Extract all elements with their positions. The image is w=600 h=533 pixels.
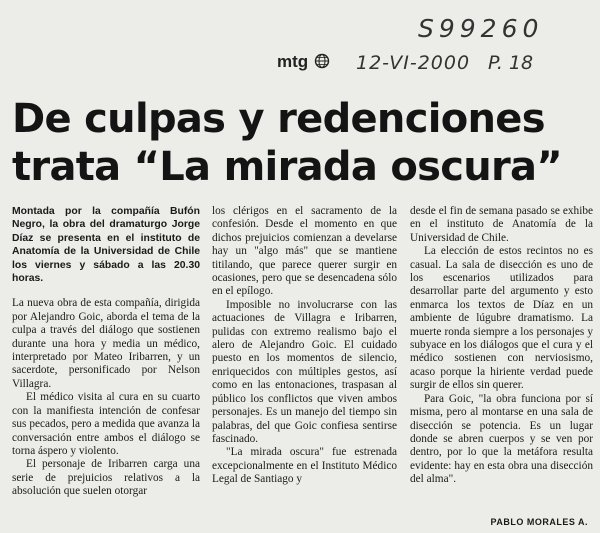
body-paragraph: El personaje de Iribarren carga una serie de prejuicios relativos a la absolución que suelen otorgar	[12, 458, 200, 498]
article-column-2	[212, 205, 397, 487]
body-paragraph: El médico visita al cura en su cuarto con la manifiesta intención de confesar sus pecados, pero a medida que avanza la conversación entre ambos el diálogo se torna áspero y violento.	[12, 391, 200, 457]
body-paragraph: "La mirada oscura" fue estrenada excepcionalmente en el Instituto Médico Legal de Santiago y	[212, 446, 397, 486]
article-byline: PABLO MORALES A.	[490, 517, 588, 527]
body-paragraph: desde el fin de semana pasado se exhibe en el instituto de Anatomía de la Universidad de Chile.	[410, 205, 593, 244]
article-column-1	[12, 205, 200, 499]
body-paragraph: La nueva obra de esta compañía, dirigida por Alejandro Goic, aborda el tema de la culpa a través del diálogo que sostienen durante una hora y media un médico, interpretado por Mateo Iribarren, y un sacerdote, personificado por Nelson Villagra.	[12, 297, 200, 390]
article-column-3	[410, 205, 593, 487]
body-paragraph: La elección de estos recintos no es casual. La sala de disección es uno de los escenarios utilizados para desarrollar parte del argumento y esto enmarca los textos de Díaz en un ambiente de lúgubre dramatismo. La muerte ronda siempre a los personajes y subyace en los diálogos que el cura y el médico sostienen con nerviosismo, acaso porque la hiriente verdad puede surgir de ellos sin querer.	[410, 245, 593, 392]
globe-icon	[314, 53, 330, 69]
article-headline: De culpas y redenciones trata “La mirada oscura”	[12, 96, 562, 190]
body-paragraph: los clérigos en el sacramento de la confesión. Desde el momento en que dichos prejuicios comienzan a develarse hay un "algo más" que se mantiene titilando, que parece querer surgir en ocasiones, pero que se desencadena sólo en el epílogo.	[212, 205, 397, 298]
handwritten-page-number: P. 18	[488, 52, 534, 74]
article-lead: Montada por la compañía Bufón Negro, la obra del dramaturgo Jorge Díaz se presenta en el instituto de Anatomía de la Universidad de Chile los viernes y sábado a las 20.30 horas.	[12, 206, 200, 285]
body-paragraph: Para Goic, "la obra funciona por sí misma, pero al montarse en una sala de disección se potencia. Es un lugar donde se abren cuerpos y se ven por dentro, por lo que la metáfora resulta evidente: hay en esta obra una disección del alma".	[410, 392, 593, 486]
publication-logo: mtg	[277, 52, 309, 71]
handwritten-archive-number: S99260	[418, 14, 544, 43]
body-paragraph: Imposible no involucrarse con las actuaciones de Villagra e Iribarren, pulidas con extremo realismo bajo el alero de Alejandro Goic. El cuidado puesto en los momentos de silencio, enriquecidos con múltiples gestos, así como en las entonaciones, traspasan al público los conflictos que viven ambos personajes. Es un manejo del tiempo sin palabras, del que Goic confiesa sentirse fascinado.	[212, 298, 397, 445]
handwritten-date: 12-VI-2000	[356, 52, 471, 74]
